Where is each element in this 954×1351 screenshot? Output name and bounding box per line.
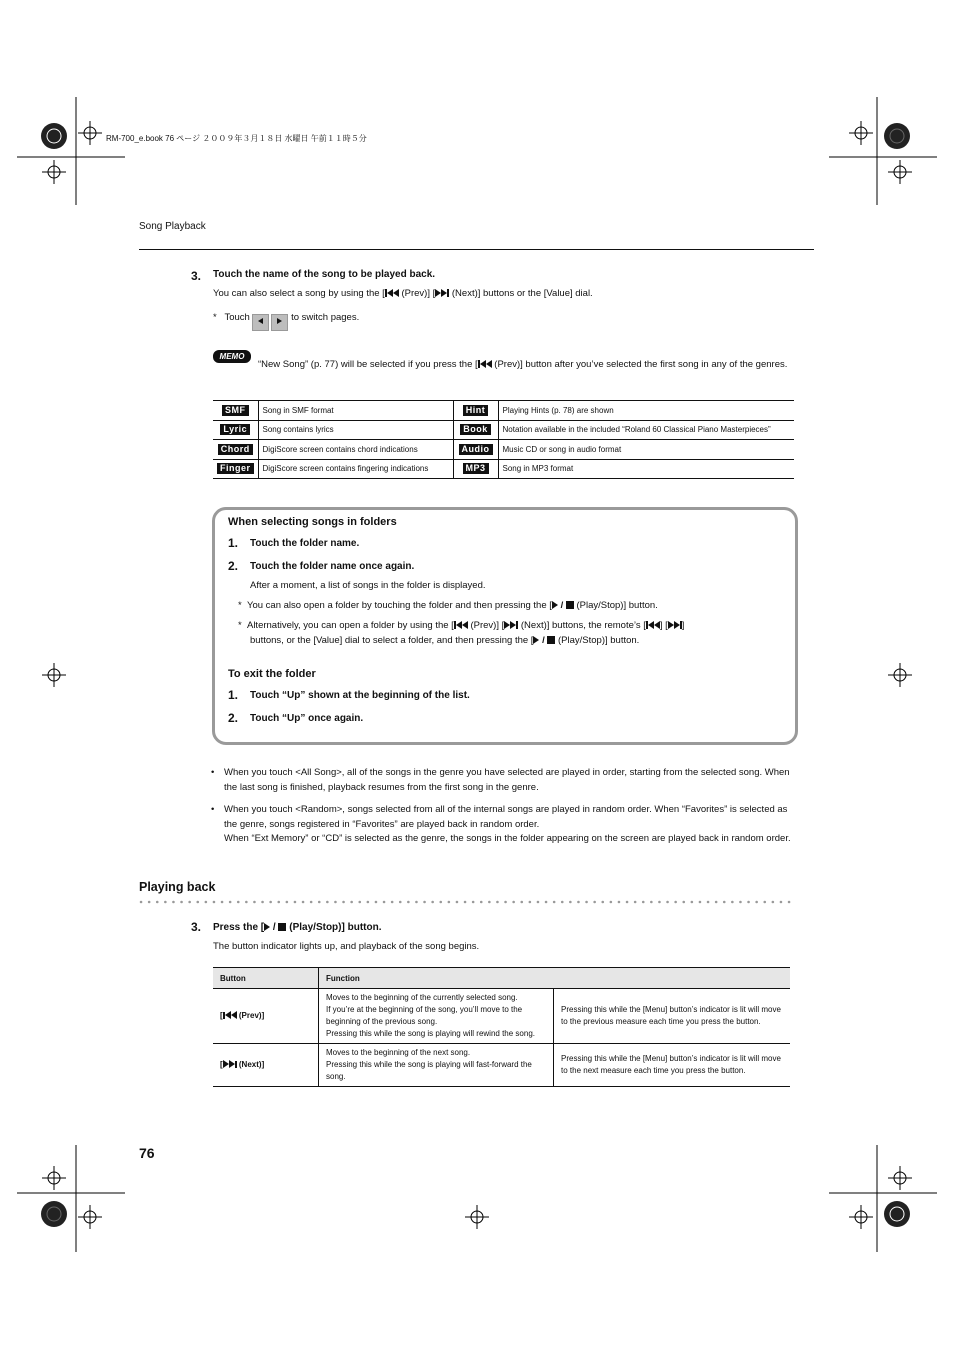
table-row — [213, 420, 794, 440]
step-body: The button indicator lights up, and playback of the song begins. — [213, 941, 480, 952]
note-text: Alternatively, you can open a folder by using the [ — [246, 620, 454, 631]
note-text: (Play/Stop)] button. — [555, 634, 640, 646]
page-left-button[interactable] — [252, 314, 269, 331]
step-3-title: Touch the name of the song to be played back. — [213, 269, 436, 280]
note-text: ] [ — [659, 620, 668, 631]
button-label: (Next)] — [236, 1060, 265, 1069]
format-icon: Finger — [213, 459, 258, 479]
bullet-text: When you touch <Random>, songs selected from all of the internal songs are played in random order. When “Favorites” is selected as the genre, songs registered in “Favorites” are played back in random order. — [224, 804, 788, 830]
format-desc: Notation available in the included “Roland 60 Classical Piano Masterpieces” — [498, 420, 794, 440]
play-stop-icon: / — [552, 600, 574, 611]
table-row — [213, 1044, 790, 1087]
format-desc: Song in SMF format — [258, 401, 453, 421]
step-number: 3. — [191, 269, 202, 283]
play-stop-icon: / — [264, 922, 286, 933]
list-item: • When you touch <Random>, songs selected from all of the internal songs are played in random order. When “Favorites” is selected as the genre, songs registered in “Favorites” are played back in random order. When “Ext Memory” or “CD” is selected as the genre, the songs in the folder appearing on the screen are played back in random order. — [211, 804, 791, 844]
note-text: You can also open a folder by touching the folder and then pressing the [ — [246, 600, 552, 611]
step-number: 1. — [228, 536, 239, 550]
folders-heading: When selecting songs in folders — [228, 516, 397, 528]
memo-text-b: (Prev)] button after you’ve selected the first song in any of the genres. — [491, 359, 788, 370]
note-star: * — [213, 312, 217, 323]
body-text: You can also select a song by using the [ — [213, 288, 385, 299]
header-rule — [139, 249, 814, 250]
step-3-block — [191, 267, 201, 285]
function-cell: Pressing this while the [Menu] button’s indicator is lit will move to the next measure each time you press the button. — [554, 1044, 791, 1087]
memo-icon: MEMO — [213, 350, 251, 363]
memo-text-a: “New Song” (p. 77) will be selected if you press the [ — [258, 359, 478, 370]
print-header: RM-700_e.book 76 ページ ２００９年３月１８日 水曜日 午前１１時５分 — [106, 134, 367, 143]
table-row — [213, 989, 790, 1044]
note-text: (Prev)] [ — [467, 620, 505, 631]
step-number: 3. — [191, 920, 202, 934]
note-text: Touch — [224, 312, 250, 323]
button-label: (Prev)] — [236, 1011, 265, 1020]
note-text: buttons, or the [Value] dial to select a folder, and then pressing the [ — [250, 634, 534, 646]
function-cell: Moves to the beginning of the next song. Pressing this while the song is playing will fast-forward the song. — [319, 1044, 554, 1087]
exit-heading: To exit the folder — [228, 668, 316, 680]
table-row — [213, 440, 794, 460]
page-number: 76 — [139, 1145, 155, 1161]
column-header: Function — [319, 968, 791, 989]
format-icon: SMF — [213, 401, 258, 421]
step-number: 2. — [228, 559, 239, 573]
bullet-text: When you touch <All Song>, all of the songs in the genre you have selected are played in order, starting from the selected song. When the last song is finished, playback resumes from the first song in the genre. — [224, 767, 790, 793]
function-cell: Pressing this while the [Menu] button’s indicator is lit will move to the previous measure each time you press the button. — [554, 989, 791, 1044]
format-icon: Chord — [213, 440, 258, 460]
prev-icon — [385, 288, 399, 299]
step-title: Touch the folder name once again. — [250, 561, 415, 572]
format-desc: DigiScore screen contains fingering indications — [258, 459, 453, 479]
next-icon — [435, 288, 449, 299]
button-cell: [ (Prev)] — [213, 989, 319, 1044]
note-text: (Play/Stop)] button. — [573, 600, 658, 611]
prev-label: (Prev)] [ — [398, 288, 436, 299]
folder-note-2: * Alternatively, you can open a folder by using the [ (Prev)] [ (Next)] buttons, the remote’s [ ] [ ] buttons, or the [Value] dial to select a folder, and then pressing the [ / (Play/Stop)] button. — [238, 620, 685, 646]
next-icon — [668, 620, 682, 631]
step-number: 1. — [228, 688, 239, 702]
section-heading: Playing back — [139, 880, 216, 894]
note-text: ] — [681, 620, 685, 631]
format-desc: Music CD or song in audio format — [498, 440, 794, 460]
next-label: (Next)] buttons or the [Value] dial. — [449, 288, 593, 299]
step-title: Touch the folder name. — [250, 538, 360, 549]
format-icon: Audio — [453, 440, 498, 460]
button-cell: [ (Next)] — [213, 1044, 319, 1087]
folder-note-1: * You can also open a folder by touching the folder and then pressing the [ / (Play/Stop)] button. — [238, 600, 658, 611]
format-icon: Lyric — [213, 420, 258, 440]
note-text: (Next)] buttons, the remote’s [ — [518, 620, 646, 631]
running-head: Song Playback — [139, 221, 206, 232]
format-desc: Song contains lyrics — [258, 420, 453, 440]
prev-icon — [478, 359, 492, 370]
function-cell: Moves to the beginning of the currently selected song. If you’re at the beginning of the song, you’ll move to the beginning of the previous song. Pressing this while the song is playing will rewind the song. — [319, 989, 554, 1044]
button-function-table — [213, 967, 790, 1087]
step-title — [213, 922, 381, 933]
title-text: Press the [ — [213, 922, 265, 933]
format-desc: Song in MP3 format — [498, 459, 794, 479]
dotted-rule — [139, 899, 794, 905]
table-row — [213, 459, 794, 479]
format-icon: Hint — [453, 401, 498, 421]
prev-icon — [454, 620, 468, 631]
step-number: 2. — [228, 711, 239, 725]
format-icon: MP3 — [453, 459, 498, 479]
icon-legend-table — [213, 400, 794, 479]
table-row — [213, 401, 794, 421]
note-text-end: to switch pages. — [291, 312, 360, 323]
page-right-button[interactable] — [271, 314, 288, 331]
step-3-body — [213, 287, 593, 302]
list-item: • When you touch <All Song>, all of the songs in the genre you have selected are played in order, starting from the selected song. When the last song is finished, playback resumes from the first song in the genre. — [211, 767, 790, 793]
prev-icon — [646, 620, 660, 631]
next-icon — [504, 620, 518, 631]
step-title: Touch “Up” once again. — [250, 713, 364, 724]
step-body: After a moment, a list of songs in the folder is displayed. — [250, 580, 486, 591]
bullet-text: When “Ext Memory” or “CD” is selected as the genre, the songs in the folder appearing on the screen are played back in random order. — [224, 833, 791, 844]
column-header: Button — [213, 968, 319, 989]
bullet-list — [211, 766, 793, 847]
memo-text — [258, 358, 788, 373]
title-text: (Play/Stop)] button. — [286, 922, 382, 933]
format-desc: DigiScore screen contains chord indications — [258, 440, 453, 460]
format-icon: Book — [453, 420, 498, 440]
step-title: Touch “Up” shown at the beginning of the list. — [250, 690, 470, 701]
page-switch-note — [213, 311, 359, 331]
format-desc: Playing Hints (p. 78) are shown — [498, 401, 794, 421]
play-stop-icon: / — [533, 635, 555, 646]
